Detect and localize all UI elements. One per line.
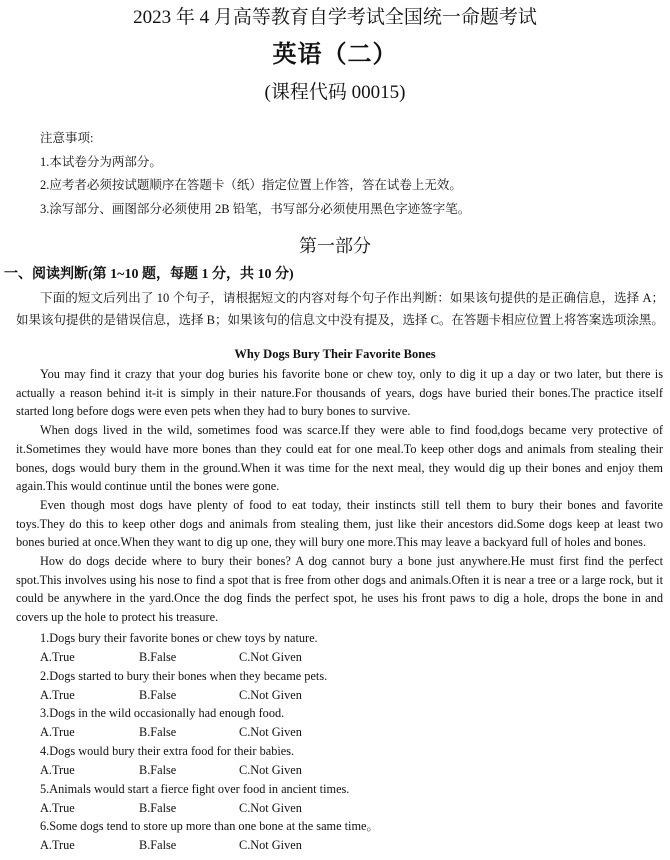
passage-paragraph: Even though most dogs have plenty of food to eat today, their instincts still tell them to bury their bones and favorite toys.They do this to keep other dogs and animals from stealing them, just like their ancestors did.Some dogs keep at least two bones buried at once.When they want to dig up one, they will bury one more.This may leave a backyard full of holes and bones. xyxy=(16,497,663,550)
question-stem: 1.Dogs bury their favorite bones or chew toys by nature. xyxy=(40,631,318,645)
option-a: A.True xyxy=(40,838,75,853)
question-stem: 5.Animals would start a fierce fight over food in ancient times. xyxy=(40,781,350,796)
question-options xyxy=(40,761,379,780)
question-item xyxy=(40,780,379,818)
question-options xyxy=(40,799,379,818)
option-b: B.False xyxy=(139,838,177,853)
question-stem: 3.Dogs in the wild occasionally had enough food. xyxy=(40,706,285,721)
note-item: 3.涂写部分、画图部分必须使用 2B 铅笔，书写部分必须使用黑色字迹签字笔。 xyxy=(40,201,471,216)
option-c: C.Not Given xyxy=(239,725,302,740)
option-b: B.False xyxy=(139,800,177,815)
question-list xyxy=(40,629,379,855)
question-options xyxy=(40,686,379,705)
option-b: B.False xyxy=(139,725,177,740)
passage-title: Why Dogs Bury Their Favorite Bones xyxy=(234,347,436,361)
course-code: (课程代码 00015) xyxy=(264,82,406,103)
notes-label: 注意事项: xyxy=(40,131,94,145)
note-item: 1.本试卷分为两部分。 xyxy=(40,154,162,169)
question-item xyxy=(40,704,379,742)
question-options xyxy=(40,836,379,855)
option-a: A.True xyxy=(40,762,75,777)
question-options xyxy=(40,648,379,667)
instructions-text: 下面的短文后列出了 10 个句子，请根据短文的内容对每个句子作出判断：如果该句提供的是正确信息，选择 A；如果该句提供的是错误信息，选择 B；如果该句的信息文中没有提及，选择 C。在答题卡相应位置上将答案选项涂黑。 xyxy=(16,291,664,327)
subject-title: 英语（二） xyxy=(272,42,398,68)
question-options xyxy=(40,723,379,742)
option-c: C.Not Given xyxy=(239,800,302,815)
question-item xyxy=(40,742,379,780)
question-stem: 4.Dogs would bury their extra food for their babies. xyxy=(40,744,295,759)
option-a: A.True xyxy=(40,725,75,740)
question-item xyxy=(40,667,379,705)
section-heading: 一、阅读判断(第 1~10 题，每题 1 分，共 10 分) xyxy=(4,267,294,282)
option-b: B.False xyxy=(139,762,177,777)
passage-paragraph: How do dogs decide where to bury their bones? A dog cannot bury a bone just anywhere.He must first find the perfect spot.This involves using his nose to find a spot that is free from other dogs and animals.Often it is near a tree or a large rock, but it could be anywhere in the yard.Once the dog finds the perfect spot, he uses his front paws to dig a hole, drops the bone in and covers up the hole to protect his treasure. xyxy=(16,554,663,625)
question-stem: 2.Dogs started to bury their bones when they became pets. xyxy=(40,668,328,683)
option-a: A.True xyxy=(40,649,75,664)
option-c: C.Not Given xyxy=(239,762,302,777)
option-c: C.Not Given xyxy=(239,687,302,702)
exam-notes xyxy=(40,127,470,221)
passage-paragraph: When dogs lived in the wild, sometimes food was scarce.If they were able to find food,dogs became very protective of it.Sometimes they would have more bones than they could eat for one meal.To keep other dogs and animals from stealing their bones, dogs would bury them in the ground.When it was time for the next meal, they would dig up their bones and enjoy them again.This would continue until the bones were gone. xyxy=(16,423,663,494)
section-instructions xyxy=(16,287,664,331)
option-c: C.Not Given xyxy=(239,838,302,853)
passage-paragraph: You may find it crazy that your dog buries his favorite bone or chew toy, only to dig it up a day or two later, but there is actually a reason behind it-it is simply in their nature.For thousands of years, dogs have buried their bones.The practice itself started long before dogs were even pets when they had to bury bones to survive. xyxy=(16,367,663,419)
reading-passage xyxy=(16,365,663,627)
note-item: 2.应考者必须按试题顺序在答题卡（纸）指定位置上作答，答在试卷上无效。 xyxy=(40,178,462,192)
question-stem: 6.Some dogs tend to store up more than one bone at the same time。 xyxy=(40,819,379,834)
option-a: A.True xyxy=(40,800,75,815)
part-title: 第一部分 xyxy=(299,236,371,256)
option-a: A.True xyxy=(40,687,75,702)
option-c: C.Not Given xyxy=(239,649,302,664)
question-item xyxy=(40,817,379,855)
exam-title: 2023 年 4 月高等教育自学考试全国统一命题考试 xyxy=(133,7,537,28)
question-item xyxy=(40,629,379,667)
option-b: B.False xyxy=(139,687,177,702)
option-b: B.False xyxy=(139,649,177,664)
